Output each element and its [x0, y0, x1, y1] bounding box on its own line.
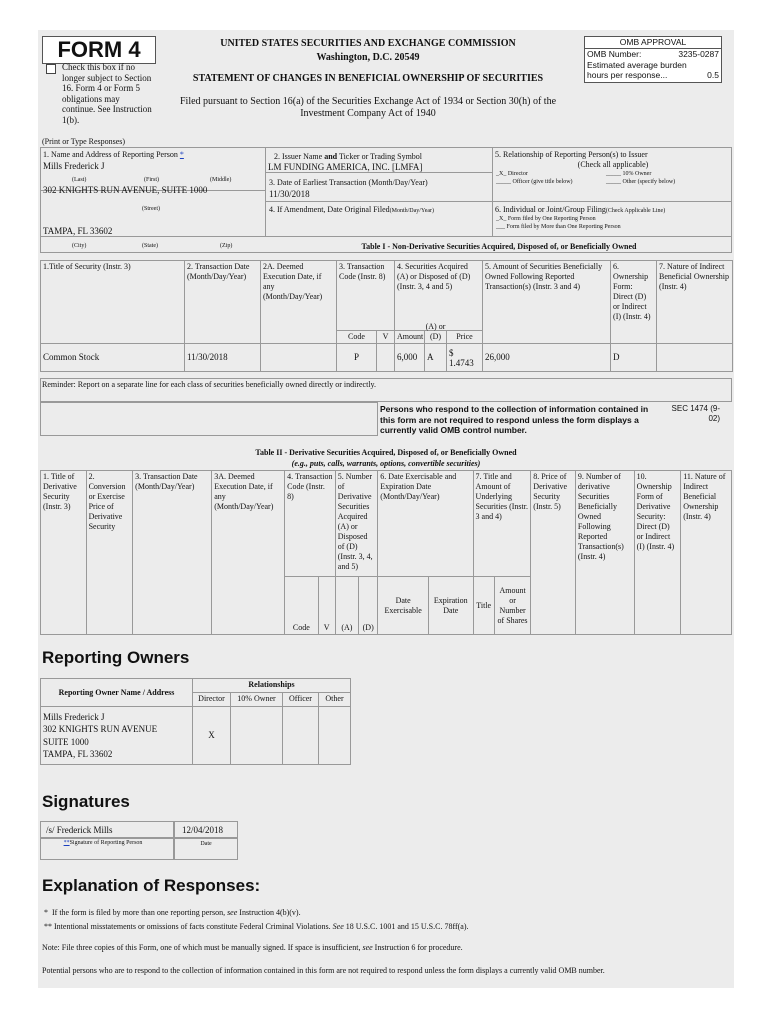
relationships-col: Relationships	[193, 679, 351, 693]
row-transaction-date: 11/30/2018	[185, 344, 261, 372]
t2-col-code: 4. Transaction Code (Instr. 8)	[285, 471, 336, 577]
row-owned: 26,000	[483, 344, 611, 372]
t1-col-title: 1.Title of Security (Instr. 3)	[41, 261, 185, 344]
t1-sub-v: V	[377, 331, 395, 344]
agency-name: UNITED STATES SECURITIES AND EXCHANGE COMMISSION	[220, 38, 516, 49]
owner-line-2: 302 KNIGHTS RUN AVENUE	[43, 724, 158, 734]
t1-sub-code: Code	[337, 331, 377, 344]
other-col: Other	[319, 693, 351, 707]
owner-line-4: TAMPA, FL 33602	[43, 749, 113, 759]
box6-label: 6. Individual or Joint/Group Filing(Check Applicable Line)	[495, 205, 666, 214]
persons-notice: Persons who respond to the collection of information contained in this form are not required to respond unless the form displays a currently valid OMB control number.	[380, 404, 649, 435]
t1-sub-aord: (A) or (D)	[425, 322, 446, 341]
group-filer-option: ___ Form filed by More than One Reporting Person	[496, 224, 621, 230]
row-v	[377, 344, 395, 372]
t2-col-conversion: 2. Conversion or Exercise Price of Derivative Security	[86, 471, 133, 635]
t2-col-number: 5. Number of Derivative Securities Acquired (A) or Disposed of (D) (Instr. 3, 4, and 5)	[335, 471, 378, 577]
sec-form-number: SEC 1474 (9-02)	[671, 404, 720, 423]
t2-col-form: 10. Ownership Form of Derivative Security: Direct (D) or Indirect (I) (Instr. 4)	[634, 471, 681, 635]
row-price-symbol: $	[449, 347, 454, 358]
footnote-1: * If the form is filed by more than one reporting person, see Instruction 4(b)(v).	[44, 908, 301, 917]
box5-label: 5. Relationship of Reporting Person(s) to Issuer	[495, 150, 648, 159]
zip-label: (Zip)	[220, 243, 233, 249]
t2-col-nature: 11. Nature of Indirect Beneficial Ownership (Instr. 4)	[681, 471, 732, 635]
explanation-heading: Explanation of Responses:	[42, 876, 261, 895]
filed-pursuant-text: Filed pursuant to Section 16(a) of the Securities Exchange Act of 1934 or Section 30(h) of the Investment Company Act of 1940	[179, 96, 557, 119]
last-label: (Last)	[72, 177, 87, 183]
row-deemed-date	[261, 344, 337, 372]
table-row	[41, 707, 351, 765]
director-col: Director	[193, 693, 231, 707]
issuer-name: LM FUNDING AMERICA, INC. [LMFA]	[268, 162, 423, 172]
omb-burden-label: Estimated average burden	[587, 59, 687, 70]
footnote-note: Note: File three copies of this Form, one of which must be manually signed. If space is insufficient, see Instruction 6 for procedure.	[42, 943, 463, 952]
omb-title: OMB APPROVAL	[585, 37, 721, 49]
t1-sub-price: Price	[447, 331, 483, 344]
t2-sub-title: Title	[473, 577, 494, 635]
t2-sub-exercisable: Date Exercisable	[378, 577, 429, 635]
omb-approval-box	[584, 36, 722, 83]
box2-label: 2. Issuer Name and Ticker or Trading Symbol	[274, 152, 423, 161]
t2-col-deemed: 3A. Deemed Execution Date, if any (Month/Day/Year)	[212, 471, 285, 635]
row-amount: 6,000	[395, 344, 425, 372]
omb-hours: 0.5	[707, 70, 719, 80]
owner-line-3: SUITE 1000	[43, 736, 89, 747]
t1-col-deemed: 2A. Deemed Execution Date, if any (Month/Day/Year)	[261, 261, 337, 344]
t1-col-nature: 7. Nature of Indirect Beneficial Ownership (Instr. 4)	[657, 261, 733, 344]
t1-col-amount-owned: 5. Amount of Securities Beneficially Owned Following Reported Transaction(s) (Instr. 3 and 4)	[483, 261, 611, 344]
owner-name-col: Reporting Owner Name / Address	[41, 679, 193, 707]
box3-label: 3. Date of Earliest Transaction (Month/Day/Year)	[269, 178, 428, 187]
reporting-person-name: Mills Frederick J	[43, 161, 105, 171]
date-label: Date	[200, 841, 212, 847]
first-label: (First)	[144, 177, 159, 183]
city-state-zip: TAMPA, FL 33602	[43, 226, 113, 236]
director-mark: X	[193, 707, 231, 765]
state-label: (State)	[142, 243, 158, 249]
t1-col-ownership-form: 6. Ownership Form: Direct (D) or Indirect (I) (Instr. 4)	[611, 261, 657, 344]
t1-col-securities: 4. Securities Acquired (A) or Disposed of (D) (Instr. 3, 4 and 5)	[395, 261, 483, 331]
table2-subtitle: (e.g., puts, calls, warrants, options, convertible securities)	[291, 459, 481, 468]
t2-sub-a: (A)	[335, 577, 358, 635]
signer-name: /s/ Frederick Mills	[46, 825, 113, 835]
officer-col: Officer	[283, 693, 319, 707]
t2-sub-code: Code	[285, 577, 318, 635]
table2-title: Table II - Derivative Securities Acquired, Disposed of, or Beneficially Owned	[255, 448, 517, 457]
t2-sub-d: (D)	[359, 577, 378, 635]
t2-col-exercisable: 6. Date Exercisable and Expiration Date (Month/Day/Year)	[378, 471, 473, 577]
middle-label: (Middle)	[210, 177, 232, 183]
t2-col-owned: 9. Number of derivative Securities Beneficially Owned Following Reported Transaction(s) (Instr. 4)	[575, 471, 634, 635]
statement-title: STATEMENT OF CHANGES IN BENEFICIAL OWNERSHIP OF SECURITIES	[192, 73, 544, 84]
earliest-transaction-date: 11/30/2018	[269, 189, 310, 199]
no-longer-subject-checkbox[interactable]	[46, 64, 56, 74]
t2-sub-expiration: Expiration Date	[428, 577, 473, 635]
omb-hours-label: hours per response...	[587, 70, 668, 80]
row-acquired-disposed: A	[425, 344, 447, 372]
t2-col-date: 3. Transaction Date (Month/Day/Year)	[133, 471, 212, 635]
box5-sub: (Check all applicable)	[577, 160, 649, 169]
form-page	[38, 30, 734, 988]
table1	[40, 260, 733, 372]
street-label: (Street)	[142, 206, 160, 212]
table1-title: Table I - Non-Derivative Securities Acquired, Disposed of, or Beneficially Owned	[361, 242, 637, 251]
single-filer-option: _X_ Form filed by One Reporting Person	[496, 216, 596, 222]
reminder-text: Reminder: Report on a separate line for each class of securities beneficially owned directly or indirectly.	[42, 380, 377, 389]
t2-sub-amount: Amount or Number of Shares	[494, 577, 530, 635]
ten-percent-col: 10% Owner	[231, 693, 283, 707]
print-type-label: (Print or Type Responses)	[42, 137, 126, 146]
box4-label: 4. If Amendment, Date Original Filed(Month/Day/Year)	[269, 205, 435, 214]
t1-sub-amount: Amount	[395, 331, 425, 344]
reporting-owners-table	[40, 678, 351, 765]
reporting-owners-heading: Reporting Owners	[42, 648, 190, 667]
omb-number-label: OMB Number:	[587, 49, 642, 59]
omb-number: 3235-0287	[678, 49, 719, 59]
double-asterisk-footnote-link[interactable]: **	[63, 840, 70, 846]
form-title: FORM 4	[42, 36, 156, 64]
footnote-2: ** Intentional misstatements or omissions of facts constitute Federal Criminal Violations. See 18 U.S.C. 1001 and 15 U.S.C. 78ff(a).	[44, 922, 469, 931]
table2	[40, 470, 732, 635]
signatures-heading: Signatures	[42, 792, 130, 811]
city-label: (City)	[72, 243, 87, 249]
t2-col-underlying: 7. Title and Amount of Underlying Securities (Instr. 3 and 4)	[473, 471, 531, 577]
t2-sub-v: V	[318, 577, 335, 635]
row-code: P	[337, 344, 377, 372]
signature-label: **Signature of Reporting Person	[63, 840, 143, 846]
officer-option: _____ Officer (give title below)	[496, 179, 573, 185]
row-security-title: Common Stock	[41, 344, 185, 372]
other-option: _____ Other (specify below)	[606, 179, 676, 185]
agency-location: Washington, D.C. 20549	[316, 52, 420, 63]
t2-col-title: 1. Title of Derivative Security (Instr. 3)	[41, 471, 87, 635]
footnote-potential-persons: Potential persons who are to respond to the collection of information contained in this form are not required to respond unless the form displays a currently valid OMB number.	[42, 966, 605, 975]
t1-col-code: 3. Transaction Code (Instr. 8)	[337, 261, 395, 331]
table-row	[41, 344, 733, 372]
box1-label: 1. Name and Address of Reporting Person *	[43, 150, 184, 159]
row-price: 1.4743	[449, 357, 474, 368]
asterisk-footnote-link[interactable]: *	[179, 150, 184, 159]
row-nature	[657, 344, 733, 372]
street-address: 302 KNIGHTS RUN AVENUE, SUITE 1000	[43, 185, 208, 195]
checkbox-instruction-text: Check this box if no longer subject to Section 16. Form 4 or Form 5 obligations may continue. See Instruction 1(b).	[62, 62, 152, 125]
director-option: _X_ Director	[496, 171, 528, 177]
t1-col-date: 2. Transaction Date (Month/Day/Year)	[185, 261, 261, 344]
signature-date: 12/04/2018	[182, 825, 224, 835]
row-ownership-form: D	[611, 344, 657, 372]
owner-line-1: Mills Frederick J	[43, 711, 105, 722]
ten-percent-owner-option: _____ 10% Owner	[606, 171, 652, 177]
t2-col-price: 8. Price of Derivative Security (Instr. 5)	[531, 471, 576, 635]
